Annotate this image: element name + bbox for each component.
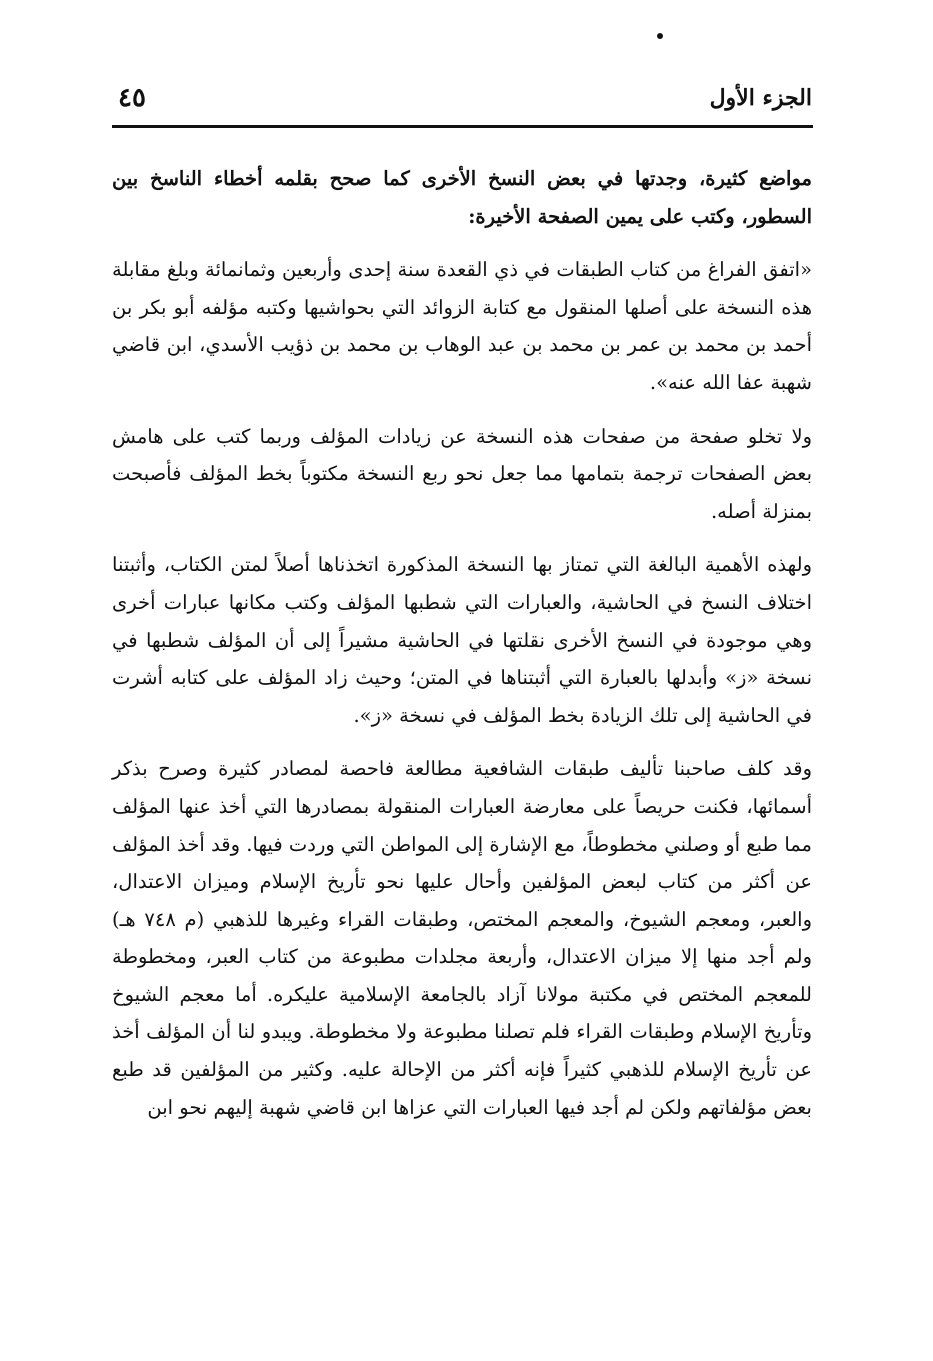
body-text — [112, 160, 812, 1142]
paragraph-4: ولهذه الأهمية البالغة التي تمتاز بها النسخة المذكورة اتخذناها أصلاً لمتن الكتاب، وأثبتنا اختلاف النسخ في الحاشية، والعبارات التي شطبها المؤلف وكتب مكانها عبارات أخرى وهي موجودة في النسخ الأخرى نقلتها في الحاشية مشيراً إلى أن المؤلف شطبها في نسخة «ز» وأبدلها بالعبارة التي أثبتناها في المتن؛ وحيث زاد المؤلف على كتابه أشرت في الحاشية إلى تلك الزيادة بخط المؤلف في نسخة «ز». — [112, 553, 812, 727]
page-mark-dot — [657, 33, 663, 39]
header-rule — [112, 125, 813, 128]
page-number: ٤٥ — [118, 83, 146, 113]
paragraph-1: مواضع كثيرة، وجدتها في بعض النسخ الأخرى كما صحح بقلمه أخطاء الناسخ بين السطور، وكتب على يمين الصفحة الأخيرة: — [112, 167, 812, 228]
paragraph-2-quotation: «اتفق الفراغ من كتاب الطبقات في ذي القعدة سنة إحدى وأربعين وثمانمائة وبلغ مقابلة هذه النسخة على أصلها المنقول مع كتابة الزوائد التي بحواشيها وكتبه مؤلفه أبو بكر بن أحمد بن محمد بن عمر بن محمد بن عبد الوهاب بن محمد بن ذؤيب الأسدي، ابن قاضي شهبة عفا الله عنه». — [112, 258, 812, 394]
running-title: الجزء الأول — [709, 85, 812, 111]
paragraph-5: وقد كلف صاحبنا تأليف طبقات الشافعية مطالعة فاحصة لمصادر كثيرة وصرح بذكر أسمائها، فكنت حريصاً على معارضة العبارات المنقولة بمصادرها التي أخذ عنها المؤلف مما طبع أو وصلني مخطوطاً، مع الإشارة إلى المواطن التي وردت فيها. وقد أخذ المؤلف عن أكثر من كتاب لبعض المؤلفين وأحال عليها نحو تأريخ الإسلام وميزان الاعتدال، والعبر، ومعجم الشيوخ، والمعجم المختص، وطبقات القراء وغيرها للذهبي (م ٧٤٨ هـ) ولم أجد منها إلا ميزان الاعتدال، وأربعة مجلدات مطبوعة من كتاب العبر، ومخطوطة للمعجم المختص في مكتبة مولانا آزاد بالجامعة الإسلامية عليكره. أما معجم الشيوخ وتأريخ الإسلام وطبقات القراء فلم تصلنا مطبوعة ولا مخطوطة. ويبدو لنا أن المؤلف أخذ عن تأريخ الإسلام للذهبي كثيراً فإنه أكثر من الإحالة عليه. وكثير من المؤلفين قد طبع بعض مؤلفاتهم ولكن لم أجد فيها العبارات التي عزاها ابن قاضي شهبة إليهم نحو ابن — [112, 757, 812, 1119]
page-header — [112, 78, 812, 118]
paragraph-3: ولا تخلو صفحة من صفحات هذه النسخة عن زيادات المؤلف وربما كتب على هامش بعض الصفحات ترجمة بتمامها مما جعل نحو ربع النسخة مكتوباً بخط المؤلف فأصبحت بمنزلة أصله. — [112, 424, 812, 523]
